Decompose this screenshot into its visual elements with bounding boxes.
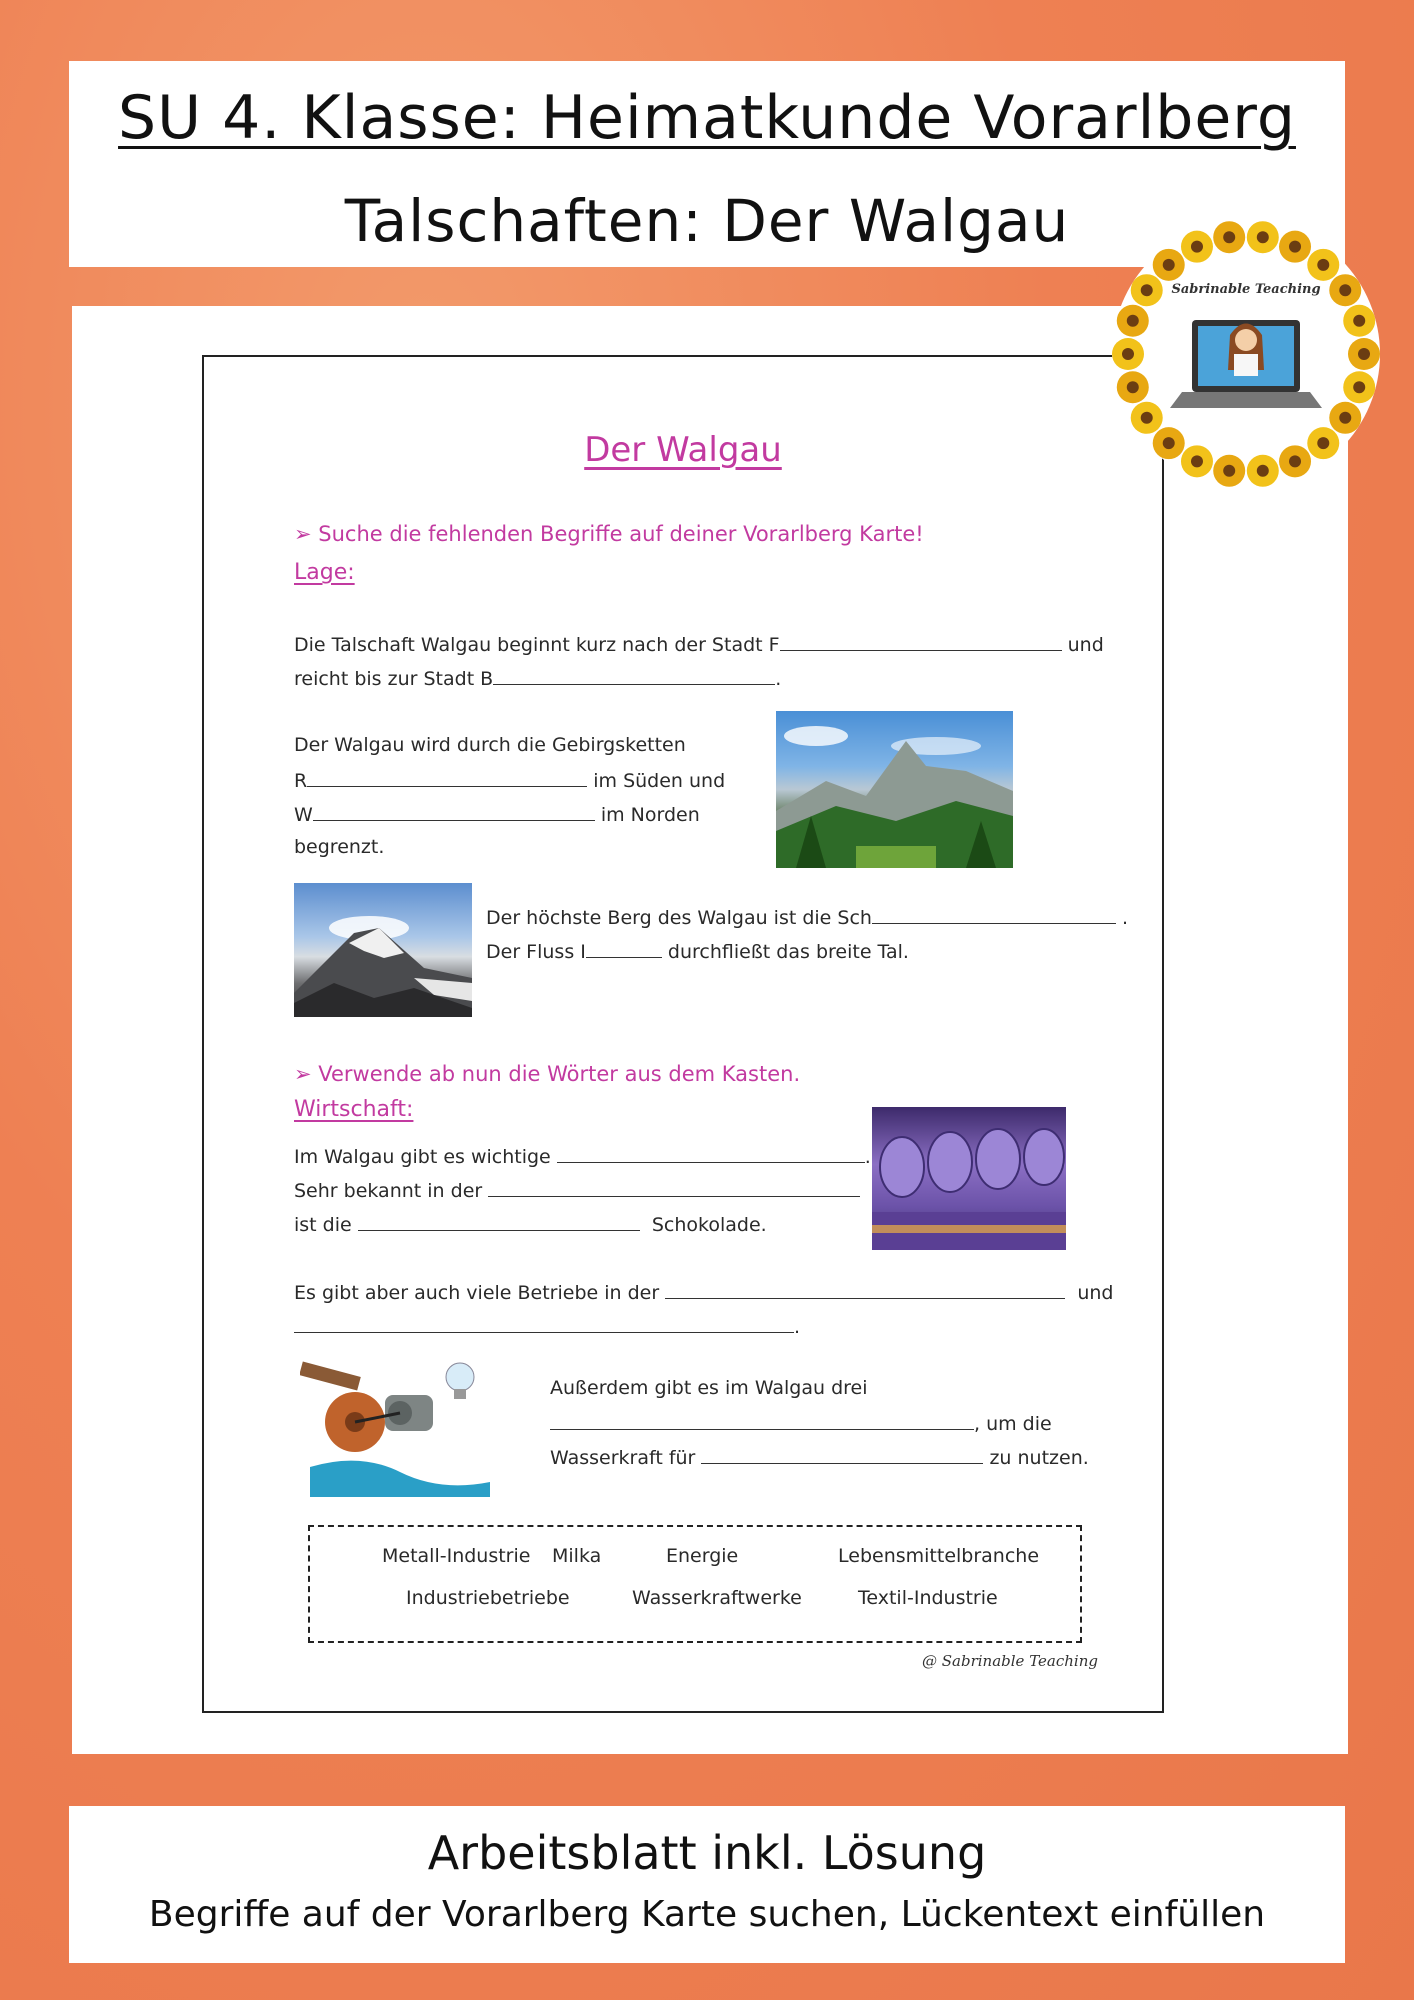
task-2: ➢ Verwende ab nun die Wörter aus dem Kasten. [294,1062,801,1086]
wirtschaft-line-1: Im Walgau gibt es wichtige . [294,1146,871,1168]
lage-line-7: Der höchste Berg des Walgau ist die Sch . [486,907,1129,929]
page-subtitle: Talschaften: Der Walgau [344,187,1070,255]
word-industriebetriebe: Industriebetriebe [406,1587,570,1609]
page-title: SU 4. Klasse: Heimatkunde Vorarlberg [118,83,1296,153]
word-box [308,1525,1082,1643]
credit-text: @ Sabrinable Teaching [922,1652,1098,1670]
word-wasserkraftwerke: Wasserkraftwerke [632,1587,802,1609]
lage-line-1: Die Talschaft Walgau beginnt kurz nach der Stadt F und [294,634,1104,656]
word-metall-industrie: Metall-Industrie [382,1545,531,1567]
worksheet-title: Der Walgau [584,430,782,470]
peak-photo [294,883,472,1017]
lage-line-6: begrenzt. [294,836,385,858]
waterwheel-illustration [300,1357,500,1497]
brand-logo [1112,220,1380,488]
section-lage: Lage: [294,560,355,585]
word-milka: Milka [552,1545,602,1567]
mountain-photo [776,711,1013,868]
worksheet-preview [202,355,1164,1713]
wirtschaft-line-2: Sehr bekannt in der [294,1178,860,1202]
lage-line-2: reicht bis zur Stadt B . [294,668,782,690]
word-textil-industrie: Textil-Industrie [858,1587,998,1609]
wirtschaft-line-4: Es gibt aber auch viele Betriebe in der und [294,1282,1114,1304]
wirtschaft-line-5: . [294,1314,800,1338]
lage-line-4: R im Süden und [294,770,726,792]
wirtschaft-line-3: ist die Schokolade. [294,1214,767,1236]
task-1: ➢ Suche die fehlenden Begriffe auf deiner Vorarlberg Karte! [294,522,924,546]
section-wirtschaft: Wirtschaft: [294,1097,414,1122]
wirtschaft-line-7: , um die [550,1411,1052,1435]
sunflower-wreath-icon [1112,220,1380,488]
wirtschaft-line-6: Außerdem gibt es im Walgau drei [550,1377,868,1399]
lage-line-3: Der Walgau wird durch die Gebirgsketten [294,734,686,756]
chocolate-bunnies-photo [872,1107,1066,1250]
footer-panel [69,1806,1345,1963]
footer-line-2: Begriffe auf der Vorarlberg Karte suchen, Lückentext einfüllen [148,1894,1266,1935]
lage-line-5: W im Norden [294,804,700,826]
lage-line-8: Der Fluss I durchfließt das breite Tal. [486,941,909,963]
badge-text: Sabrinable Teaching [1171,282,1321,297]
wirtschaft-line-8: Wasserkraft für zu nutzen. [550,1447,1089,1469]
word-lebensmittelbranche: Lebensmittelbranche [838,1545,1040,1567]
word-energie: Energie [666,1545,739,1567]
footer-line-1: Arbeitsblatt inkl. Lösung [427,1826,987,1880]
